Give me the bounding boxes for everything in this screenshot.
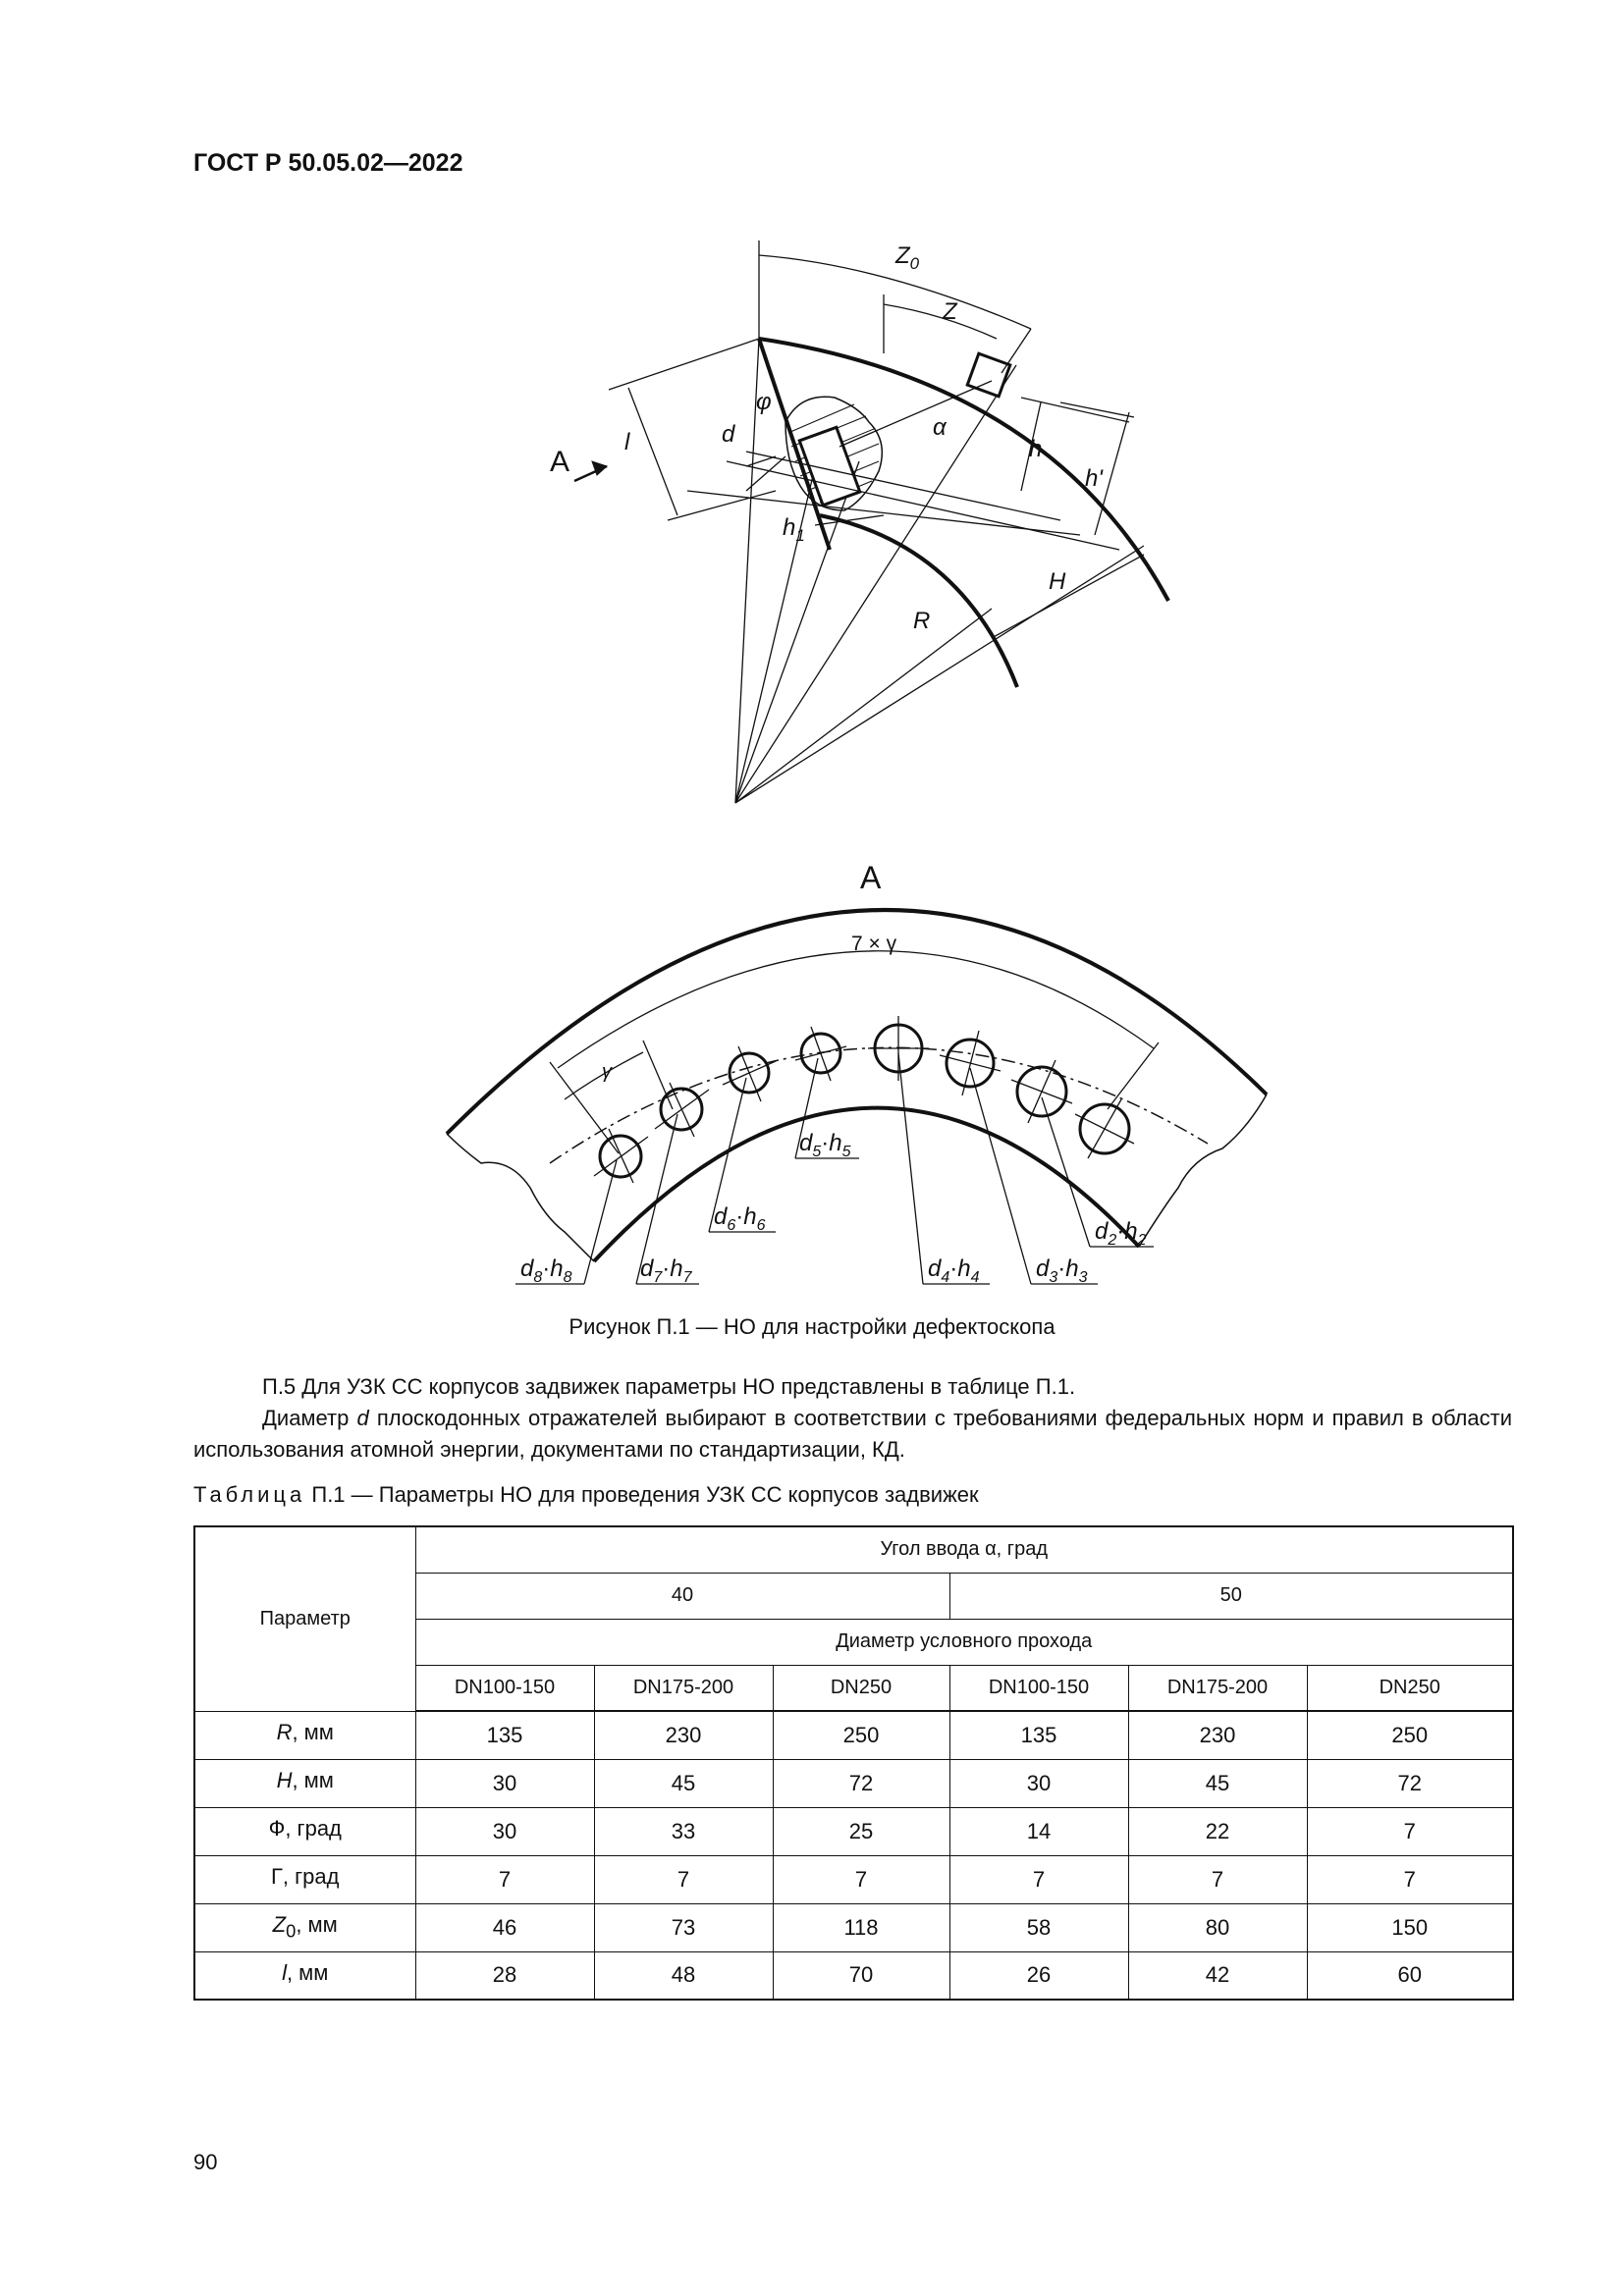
row-param: Ф, град (194, 1807, 415, 1855)
row-param: l, мм (194, 1951, 415, 2000)
table-cell: 33 (594, 1807, 773, 1855)
table-cell: 7 (594, 1855, 773, 1903)
table-row (194, 1903, 1513, 1951)
table-cell: 72 (773, 1759, 949, 1807)
table-cell: 58 (949, 1903, 1128, 1951)
row-param: R, мм (194, 1711, 415, 1759)
inner-surface-arc (820, 515, 1017, 687)
label-a-arrow: A (550, 446, 570, 478)
table-cell: 25 (773, 1807, 949, 1855)
table-cell: 22 (1128, 1807, 1307, 1855)
header-dn: DN250 (773, 1665, 949, 1711)
label-z: Z (943, 298, 957, 325)
table-cell: 72 (1307, 1759, 1513, 1807)
probe-rect (967, 353, 1010, 397)
table-cell: 28 (415, 1951, 594, 2000)
table-cell: 60 (1307, 1951, 1513, 2000)
header-dn: DN175-200 (1128, 1665, 1307, 1711)
header-parameter: Параметр (194, 1526, 415, 1711)
table-cell: 42 (1128, 1951, 1307, 2000)
leader-lines (515, 1053, 1154, 1284)
label-h1: $h_1$ (783, 514, 805, 545)
table-cell: 250 (1307, 1711, 1513, 1759)
table-cell: 7 (415, 1855, 594, 1903)
row-param: Г, град (194, 1855, 415, 1903)
table-caption: Таблица П.1 — Параметры НО для проведения УЗК СС корпусов задвижек (193, 1482, 979, 1507)
table-row (194, 1951, 1513, 2000)
table-row (194, 1711, 1513, 1759)
table-cell: 7 (949, 1855, 1128, 1903)
header-angle: Угол ввода α, град (415, 1526, 1513, 1573)
label-l: l (624, 429, 630, 455)
table-cell: 73 (594, 1903, 773, 1951)
table-cell: 48 (594, 1951, 773, 2000)
table-cell: 46 (415, 1903, 594, 1951)
view-inner-arc (594, 1108, 1139, 1261)
document-code: ГОСТ Р 50.05.02—2022 (193, 149, 463, 177)
table-cell: 30 (949, 1759, 1128, 1807)
header-diameter: Диаметр условного прохода (415, 1619, 1513, 1665)
label-phi: φ (756, 389, 772, 415)
row-param: $Z_0$, мм (194, 1903, 415, 1951)
table-cell: 26 (949, 1951, 1128, 2000)
table-cell: 250 (773, 1711, 949, 1759)
table-cell: 45 (594, 1759, 773, 1807)
figure-caption: Рисунок П.1 — НО для настройки дефектоскопа (568, 1314, 1056, 1339)
row-param: H, мм (194, 1759, 415, 1807)
header-angle-50: 50 (949, 1573, 1513, 1619)
table-row (194, 1759, 1513, 1807)
header-angle-40: 40 (415, 1573, 949, 1619)
hole-label-7: $d_7\cdot h_7$ (640, 1255, 692, 1286)
header-dn: DN100-150 (415, 1665, 594, 1711)
table-cell: 7 (1128, 1855, 1307, 1903)
label-big-h: H (1049, 568, 1066, 595)
table-row (194, 1855, 1513, 1903)
hole-label-4: $d_4\cdot h_4$ (928, 1255, 980, 1286)
parameters-table (193, 1525, 1514, 2001)
label-h-prime: h' (1085, 465, 1103, 492)
label-z0: $Z_0$ (895, 242, 920, 273)
table-cell: 45 (1128, 1759, 1307, 1807)
table-cell: 7 (773, 1855, 949, 1903)
page-number: 90 (193, 2150, 218, 2174)
hole-crosshairs (594, 1016, 1134, 1183)
gamma-label: γ (602, 1061, 612, 1083)
table-cell: 70 (773, 1951, 949, 2000)
view-label: A (860, 860, 882, 895)
header-dn: DN175-200 (594, 1665, 773, 1711)
hole-label-3: $d_3\cdot h_3$ (1036, 1255, 1088, 1286)
table-cell: 135 (949, 1711, 1128, 1759)
label-alpha: α (933, 414, 947, 441)
table-cell: 30 (415, 1759, 594, 1807)
table-cell: 230 (594, 1711, 773, 1759)
break-line-left (447, 1134, 594, 1261)
table-cell: 14 (949, 1807, 1128, 1855)
table-cell: 150 (1307, 1903, 1513, 1951)
hole-label-8: $d_8\cdot h_8$ (520, 1255, 572, 1286)
table-cell: 118 (773, 1903, 949, 1951)
table-cell: 80 (1128, 1903, 1307, 1951)
hole-label-6: $d_6\cdot h_6$ (714, 1203, 766, 1234)
break-line-right (1139, 1095, 1267, 1247)
table-cell: 230 (1128, 1711, 1307, 1759)
header-dn: DN100-150 (949, 1665, 1128, 1711)
header-dn: DN250 (1307, 1665, 1513, 1711)
hole-label-5: $d_5\cdot h_5$ (799, 1130, 851, 1160)
paragraph-diameter: Диаметр d плоскодонных отражателей выбирают в соответствии с требованиями федеральных норм и правил в области использования атомной энергии, документами по стандартизации, КД. (193, 1406, 1512, 1462)
table-row (194, 1807, 1513, 1855)
table-cell: 30 (415, 1807, 594, 1855)
table-cell: 7 (1307, 1855, 1513, 1903)
table-cell: 135 (415, 1711, 594, 1759)
span-label: 7 × γ (851, 933, 897, 955)
label-r: R (913, 608, 931, 634)
hole-label-2: $d_2\cdot h_2$ (1095, 1218, 1147, 1249)
table-cell: 7 (1307, 1807, 1513, 1855)
label-h: h (1029, 436, 1043, 462)
paragraph-p5: П.5 Для УЗК СС корпусов задвижек параметры НО представлены в таблице П.1. (262, 1374, 1076, 1399)
label-d: d (722, 421, 735, 448)
